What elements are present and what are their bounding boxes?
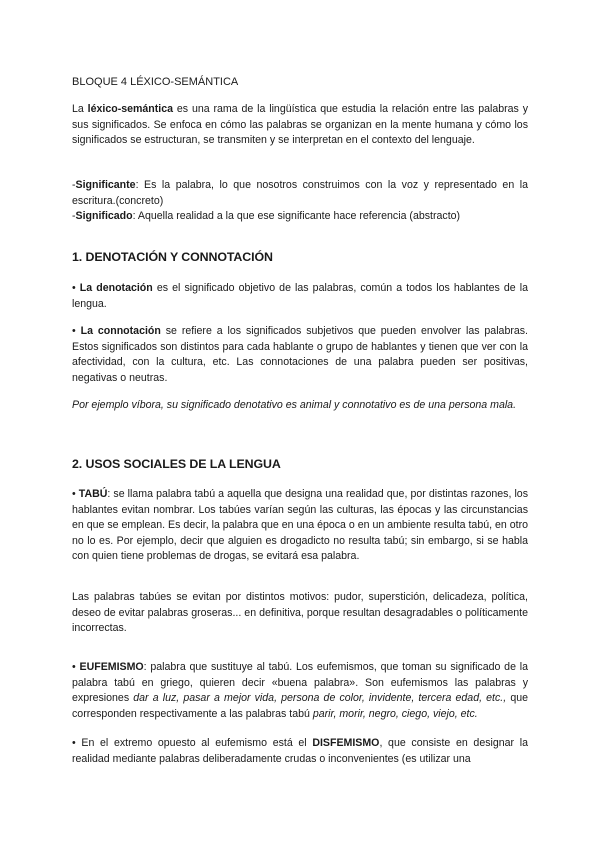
denotation-term: La denotación	[79, 282, 153, 294]
eufemismo-paragraph	[72, 660, 528, 722]
section-2-heading: 2. USOS SOCIALES DE LA LENGUA	[72, 457, 281, 471]
denotation-text: es el significado objetivo de las palabras, común a todos los hablantes de la lengua.	[72, 282, 528, 310]
eufemismo-text: : palabra que sustituye al tabú. Los eufemismos, que toman su significado de la palabra tabú en griego, quieren decir «buena palabra». Son eufemismos las palabras y expresiones	[72, 661, 528, 705]
section-1-heading: 1. DENOTACIÓN Y CONNOTACIÓN	[72, 250, 273, 264]
intro-post: es una rama de la lingüística que estudia la relación entre las palabras y sus significados. Se enfoca en cómo las palabras se organizan en la mente humana y cómo los significados se estructuran, se transmiten y se interpretan en el contexto del lenguaje.	[72, 103, 528, 147]
bullet: •	[72, 282, 80, 294]
definition-significante	[72, 178, 528, 209]
disfemismo-text: , que consiste en designar la realidad mediante palabras deliberadamente crudas o inconvenientes (es utilizar una	[72, 737, 528, 765]
disfemismo-paragraph	[72, 736, 528, 767]
def-dash: -	[72, 210, 76, 222]
bullet: •	[72, 325, 81, 337]
definition-significado	[72, 209, 528, 225]
tabu-text: : se llama palabra tabú a aquella que designa una realidad que, por distintas razones, los hablantes evitan nombrar. Los tabúes varían según las culturas, las épocas y las circunstancias en que se emplean. Es decir, la palabra que en una época o en un ambiente resulta tabú, en otro no lo es. Por ejemplo, decir que alguien es drogadicto no resulta tabú; sin embargo, si se habla con quien tiene problemas de drogas, se evitará esa palabra.	[72, 488, 529, 563]
connotation-term: La connotación	[80, 325, 161, 337]
tabu-reasons-paragraph: Las palabras tabúes se evitan por distintos motivos: pudor, superstición, delicadeza, política, deseo de evitar palabras groseras... en definitiva, porque resultan desagradables o políticamente incorrectas.	[72, 591, 528, 635]
example-text: Por ejemplo víbora, su significado denotativo es animal y connotativo es de una persona mala.	[72, 399, 517, 411]
tabu-term: TABÚ	[78, 488, 108, 500]
denotation-paragraph	[72, 281, 528, 312]
disfemismo-term: DISFEMISMO	[312, 737, 380, 749]
def-term: Significante	[75, 179, 136, 191]
eufemismo-mid: que corresponden respectivamente a las palabras tabú	[72, 692, 528, 720]
connotation-paragraph	[72, 324, 528, 386]
connotation-text: se refiere a los significados subjetivos que pueden envolver las palabras. Estos significados son distintos para cada hablante o grupo de hablantes y tienen que ver con la afectividad, con la cultura, etc. Las connotaciones de una palabra pueden ser positivas, negativas o neutras.	[72, 325, 528, 384]
def-text: : Aquella realidad a la que ese significante hace referencia (abstracto)	[132, 210, 461, 222]
intro-term: léxico-semántica	[87, 103, 174, 115]
tabu-paragraph	[72, 487, 528, 565]
example-paragraph	[72, 398, 528, 414]
intro-pre: La	[72, 103, 88, 115]
intro-paragraph	[72, 102, 528, 149]
disfemismo-pre: • En el extremo opuesto al eufemismo está el	[72, 737, 313, 749]
bullet: •	[72, 661, 80, 673]
def-dash: -	[72, 179, 76, 191]
tabu-examples: parir, morir, negro, ciego, viejo, etc.	[312, 707, 478, 720]
page-title: BLOQUE 4 LÉXICO-SEMÁNTICA	[72, 76, 239, 88]
eufemismo-examples: dar a luz, pasar a mejor vida, persona de color, invidente, tercera edad, etc.,	[133, 692, 507, 705]
bullet: •	[72, 488, 79, 500]
def-text: : Es la palabra, lo que nosotros construimos con la voz y representado en la escritura.(concreto)	[72, 179, 528, 207]
eufemismo-term: EUFEMISMO	[79, 661, 144, 673]
def-term: Significado	[75, 210, 133, 222]
